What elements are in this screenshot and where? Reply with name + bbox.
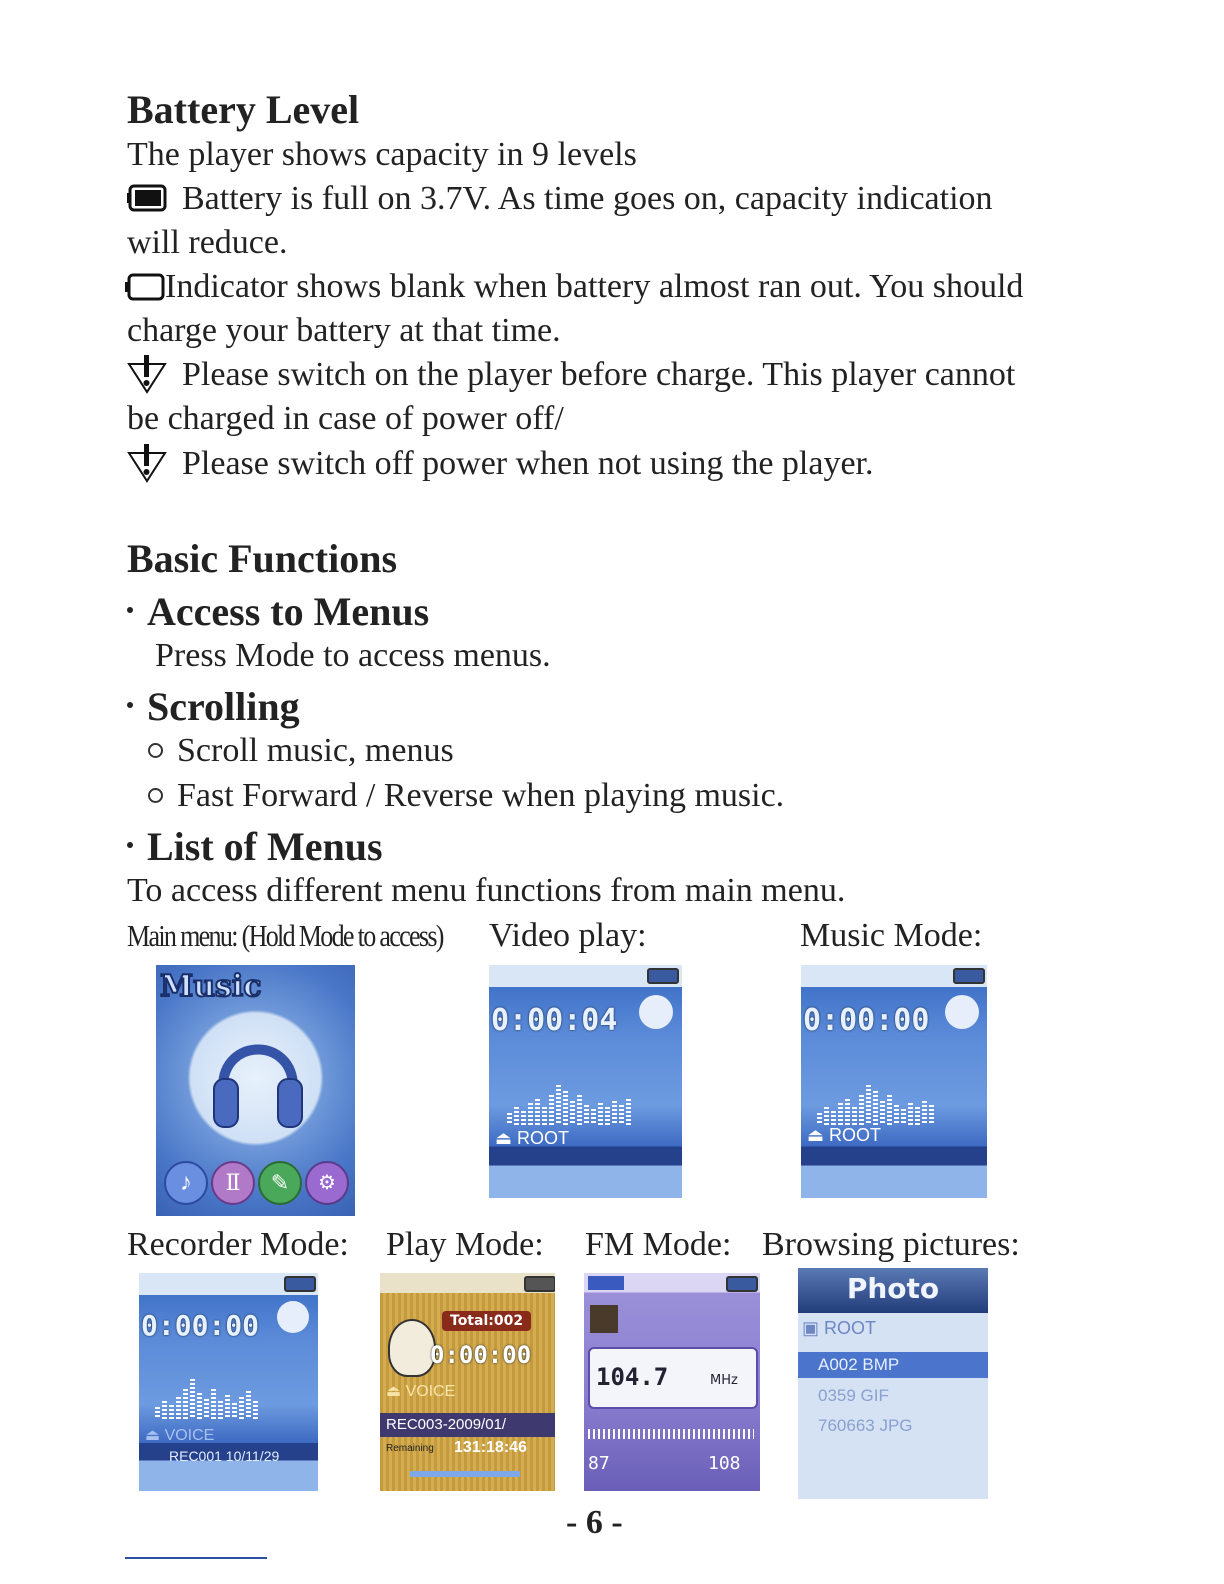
play-remaining-label: Remaining xyxy=(386,1443,434,1454)
label-music: Music Mode: xyxy=(800,917,983,954)
play-total: Total:002 xyxy=(442,1311,531,1331)
access-menus-title xyxy=(127,588,429,635)
battery-intro: The player shows capacity in 9 levels xyxy=(127,136,637,173)
music-folder: ⏏ ROOT xyxy=(807,1125,882,1145)
recorder-folder-text: VOICE xyxy=(164,1427,215,1444)
scrolling-title-text: Scrolling xyxy=(147,684,300,729)
photo-file-item[interactable]: 760663 JPG xyxy=(818,1416,913,1435)
photo-file-item[interactable]: 0359 GIF xyxy=(818,1386,889,1405)
scroll-item xyxy=(148,777,784,815)
disc-icon xyxy=(945,995,979,1029)
label-main-menu: Main menu: (Hold Mode to access) xyxy=(127,918,443,953)
battery-empty-icon xyxy=(125,272,167,307)
access-menus-title-text: Access to Menus xyxy=(147,589,430,634)
battery-full-icon xyxy=(127,183,169,218)
music-mode-screen xyxy=(801,965,987,1198)
recorder-file: REC001 10/11/29 xyxy=(169,1448,280,1464)
main-menu-title: Music xyxy=(160,969,262,1004)
play-file: REC003-2009/01/ xyxy=(386,1416,507,1433)
avatar-icon xyxy=(388,1319,436,1377)
fm-tuning-scale xyxy=(588,1429,754,1439)
battery-icon xyxy=(647,968,679,984)
battery-heading: Battery Level xyxy=(127,87,360,132)
music-folder-text: ROOT xyxy=(829,1125,882,1145)
warning2: Please switch off power when not using the player. xyxy=(182,445,874,482)
recorder-icon[interactable]: ✎ xyxy=(258,1161,302,1205)
video-folder: ⏏ ROOT xyxy=(495,1128,570,1148)
warning1-line2: be charged in case of power off/ xyxy=(127,400,564,437)
photo-folder[interactable]: ▣ ROOT xyxy=(802,1318,877,1338)
battery-empty-line1: Indicator shows blank when battery almost ran out. You should xyxy=(165,268,1024,305)
recorder-folder: ⏏ VOICE xyxy=(145,1427,215,1444)
label-play: Play Mode: xyxy=(386,1226,544,1263)
scroll-item-text: Scroll music, menus xyxy=(177,732,454,769)
battery-icon xyxy=(524,1276,555,1292)
battery-icon xyxy=(284,1276,316,1292)
fm-min: 87 xyxy=(588,1453,610,1474)
photo-browser-screen xyxy=(798,1268,988,1499)
video-play-screen xyxy=(489,965,682,1198)
list-menus-text: To access different menu functions from main menu. xyxy=(127,872,846,909)
basic-functions-heading: Basic Functions xyxy=(127,536,398,581)
warning-icon xyxy=(127,354,167,399)
list-menus-title-text: List of Menus xyxy=(147,824,383,869)
equalizer xyxy=(155,1371,258,1419)
headphones-icon xyxy=(208,1017,308,1137)
music-note-icon[interactable]: ♪ xyxy=(164,1161,208,1205)
label-fm: FM Mode: xyxy=(585,1226,732,1263)
label-browse: Browsing pictures: xyxy=(762,1226,1020,1263)
label-recorder: Recorder Mode: xyxy=(127,1226,349,1263)
battery-icon xyxy=(953,968,985,984)
battery-full-line1: Battery is full on 3.7V. As time goes on, capacity indication xyxy=(182,180,993,217)
footer-rule xyxy=(125,1557,267,1559)
main-menu-screen xyxy=(156,965,355,1216)
fm-unit: MHz xyxy=(710,1373,738,1388)
play-progress xyxy=(410,1471,520,1477)
radio-icon xyxy=(590,1305,618,1333)
equalizer xyxy=(817,1075,934,1125)
video-folder-text: ROOT xyxy=(517,1128,570,1148)
battery-icon xyxy=(726,1276,758,1292)
video-icon[interactable]: Ⅱ xyxy=(211,1161,255,1205)
list-menus-title xyxy=(127,823,383,870)
photo-file-item[interactable]: A002 BMP xyxy=(818,1355,900,1374)
video-time: 0:00:04 xyxy=(491,1003,618,1038)
scroll-item xyxy=(148,732,454,770)
equalizer xyxy=(507,1075,631,1125)
settings-icon[interactable]: ⚙ xyxy=(305,1161,349,1205)
fm-max: 108 xyxy=(708,1453,741,1474)
disc-icon xyxy=(639,995,673,1029)
music-time: 0:00:00 xyxy=(803,1003,930,1038)
play-remaining: 131:18:46 xyxy=(454,1439,527,1456)
access-menus-text: Press Mode to access menus. xyxy=(155,637,551,674)
battery-empty-line2: charge your battery at that time. xyxy=(127,312,561,349)
play-folder-text: VOICE xyxy=(405,1383,456,1400)
fm-tag xyxy=(588,1276,624,1290)
play-mode-screen xyxy=(380,1273,555,1491)
disc-icon xyxy=(277,1301,309,1333)
label-video: Video play: xyxy=(489,917,647,954)
play-time: 0:00:00 xyxy=(430,1341,532,1369)
warning-icon xyxy=(127,443,167,488)
fm-mode-screen xyxy=(584,1273,760,1491)
battery-full-line2: will reduce. xyxy=(127,224,288,261)
photo-folder-text: ROOT xyxy=(824,1318,877,1338)
play-folder: ⏏ VOICE xyxy=(386,1383,456,1400)
page-number: - 6 - xyxy=(566,1504,623,1541)
warning1-line1: Please switch on the player before charge. This player cannot xyxy=(182,356,1016,393)
scrolling-title xyxy=(127,683,300,730)
scroll-item-text: Fast Forward / Reverse when playing music. xyxy=(177,777,785,814)
recorder-screen xyxy=(139,1273,318,1491)
recorder-time: 0:00:00 xyxy=(141,1309,260,1342)
photo-title: Photo xyxy=(846,1272,940,1305)
fm-frequency: 104.7 xyxy=(596,1363,669,1391)
